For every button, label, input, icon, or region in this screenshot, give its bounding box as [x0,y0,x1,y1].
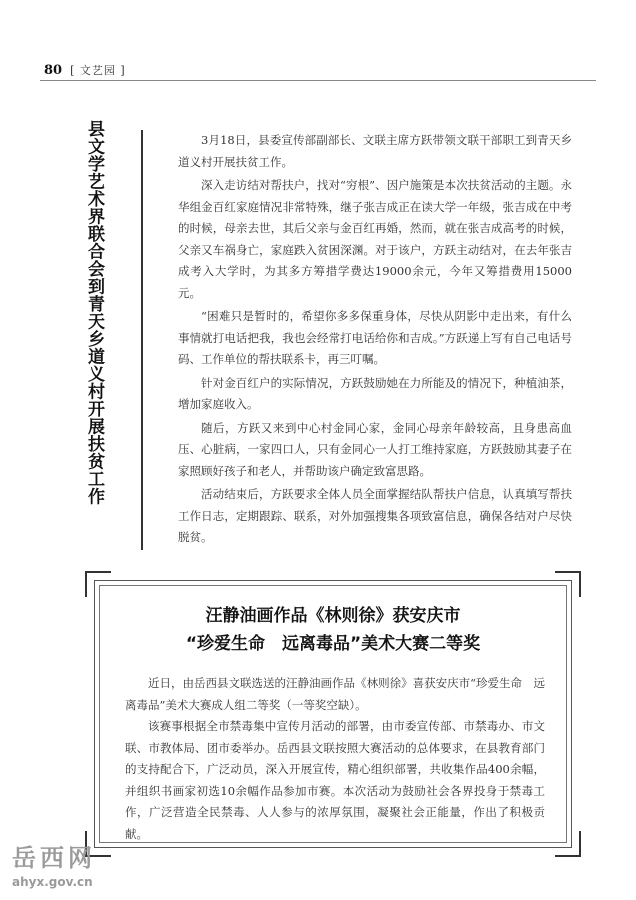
article2-paragraph: 近日，由岳西县文联选送的汪静油画作品《林则徐》喜获安庆市“珍爱生命 远离毒品”美术大赛成人组二等奖（一等奖空缺）。 [125,676,545,712]
page-number: 80 [44,62,63,78]
section-tag: [ 文艺园 ] [70,64,126,77]
article1-paragraph: 活动结束后，方跃要求全体人员全面掌握结队帮扶户信息，认真填写帮扶工作日志，定期跟踪、联系，对外加强搜集各项致富信息，确保各结对户尽快脱贫。 [178,487,572,544]
page-header [44,62,126,78]
article1-paragraph: 深入走访结对帮扶户，找对“穷根”、因户施策是本次扶贫活动的主题。永华组金百红家庭情况非常特殊，继子张吉成正在读大学一年级，张吉成在中考的时候，母亲去世，其后父亲与金百红再婚，然而，就在张吉成高考的时候，父亲又车祸身亡，家庭跌入贫困深渊。对于该户，方跃主动结对，在去年张吉成考入大学时，为其多方筹措学费达19000余元，今年又筹措费用15000元。 [178,178,572,300]
article1-paragraph: 随后，方跃又来到中心村金同心家，金同心母亲年龄较高，且身患高血压、心脏病，一家四口人，只有金同心一人打工维持家庭，方跃鼓励其妻子在家照顾好孩子和老人，并帮助该户确定致富思路。 [178,420,572,478]
corner-ornament [555,831,581,857]
article2-body [125,673,545,845]
corner-ornament [85,571,111,597]
watermark-logo: 岳西网 [12,843,96,872]
article1-paragraph: 针对金百红户的实际情况，方跃鼓励她在力所能及的情况下，种植油茶，增加家庭收入。 [178,375,572,411]
title-divider [141,130,143,550]
header-divider [40,80,596,81]
article1-title: 县文学艺术界联合会到青天乡道义村开展扶贫工作 [84,120,104,505]
article2-title-line2: “珍爱生命 远离毒品”美术大赛二等奖 [185,634,481,654]
article2-box [94,580,572,848]
article2-paragraph: 该赛事根据全市禁毒集中宣传月活动的部署，由市委宣传部、市禁毒办、市文联、市教体局、团市委举办。岳西县文联按照大赛活动的总体要求，在县教育部门的支持配合下，广泛动员，深入开展宣传，精心组织部署，共收集作品400余幅，并组织书画家初选10余幅作品参加市赛。本次活动为鼓励社会各界投身于禁毒工作，广泛营造全民禁毒、人人参与的浓厚氛围，凝聚社会正能量，作出了积极贡献。 [125,719,545,841]
watermark [12,838,152,889]
article2-title-line1: 汪静油画作品《林则徐》获安庆市 [205,606,461,626]
article1-paragraph: 3月18日，县委宣传部副部长、文联主席方跃带领文联干部职工到青天乡道义村开展扶贫工作。 [178,133,572,169]
corner-ornament [555,571,581,597]
watermark-url: ahyx.gov.cn [12,875,93,889]
article1-body [178,130,572,551]
article1-paragraph: “困难只是暂时的，希望你多多保重身体，尽快从阴影中走出来，有什么事情就打电话把我，我也会经常打电话给你和吉成。”方跃递上写有自己电话号码、工作单位的帮扶联系卡，再三叮嘱。 [178,309,572,366]
